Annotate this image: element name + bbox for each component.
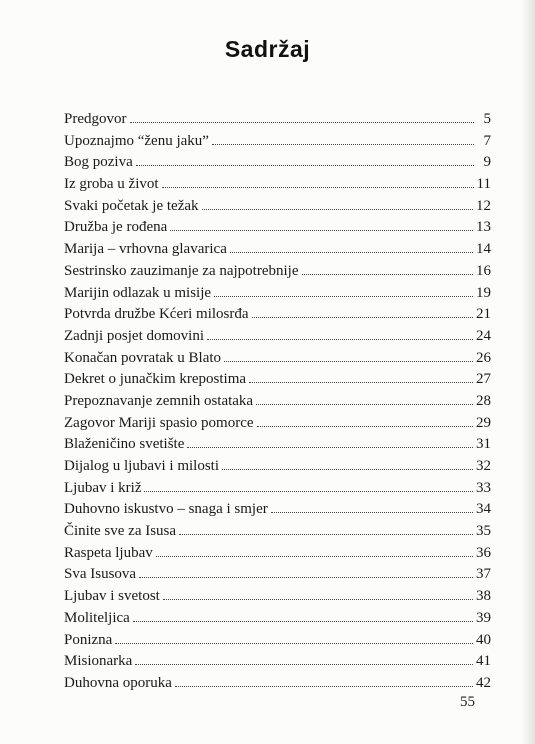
toc-dot-leader bbox=[302, 274, 474, 275]
toc-entry bbox=[64, 261, 491, 283]
toc-entry-label: Zadnji posjet domovini bbox=[64, 327, 204, 344]
toc-dot-leader bbox=[187, 447, 473, 448]
toc-dot-leader bbox=[156, 556, 473, 557]
toc-entry-page: 11 bbox=[476, 176, 491, 193]
toc-entry-label: Svaki početak je težak bbox=[64, 197, 199, 214]
table-of-contents bbox=[64, 109, 491, 695]
page-title: Sadržaj bbox=[224, 36, 311, 62]
toc-entry-page: 31 bbox=[476, 436, 491, 453]
toc-dot-leader bbox=[207, 339, 473, 340]
toc-entry bbox=[64, 109, 491, 131]
toc-entry bbox=[64, 152, 491, 174]
toc-entry-label: Iz groba u život bbox=[64, 176, 159, 193]
toc-entry bbox=[64, 521, 491, 543]
toc-entry-page: 38 bbox=[476, 588, 491, 605]
toc-entry-page: 14 bbox=[476, 241, 491, 258]
toc-entry bbox=[64, 651, 491, 673]
toc-entry-page: 34 bbox=[476, 501, 491, 518]
toc-dot-leader bbox=[144, 491, 473, 492]
toc-entry-label: Potvrda družbe Kćeri milosrđa bbox=[64, 306, 249, 323]
toc-entry-label: Ponizna bbox=[64, 631, 113, 648]
toc-dot-leader bbox=[170, 230, 473, 231]
toc-entry-label: Upoznajmo “ženu jaku” bbox=[64, 132, 209, 149]
toc-entry bbox=[64, 239, 491, 261]
toc-entry-label: Konačan povratak u Blato bbox=[64, 349, 222, 366]
toc-entry-page: 28 bbox=[476, 392, 491, 409]
toc-entry bbox=[64, 586, 491, 608]
toc-entry-label: Sestrinsko zauzimanje za najpotrebnije bbox=[64, 262, 299, 279]
toc-entry-label: Zagovor Mariji spasio pomorce bbox=[64, 414, 254, 431]
toc-entry-label: Marija – vrhovna glavarica bbox=[64, 241, 227, 258]
toc-entry-label: Duhovna oporuka bbox=[64, 674, 172, 691]
toc-entry-label: Bog poziva bbox=[64, 154, 133, 171]
toc-entry-label: Sva Isusova bbox=[64, 566, 137, 583]
toc-dot-leader bbox=[214, 296, 473, 297]
toc-entry-label: Predgovor bbox=[64, 111, 127, 127]
toc-entry-page: 40 bbox=[476, 631, 491, 648]
toc-dot-leader bbox=[135, 664, 473, 665]
toc-entry-page: 21 bbox=[476, 306, 491, 323]
toc-dot-leader bbox=[162, 187, 474, 188]
toc-dot-leader bbox=[230, 252, 473, 253]
toc-entry bbox=[64, 283, 491, 305]
toc-entry-page: 33 bbox=[476, 479, 491, 496]
toc-entry bbox=[64, 673, 491, 695]
toc-dot-leader bbox=[252, 317, 473, 318]
toc-dot-leader bbox=[271, 512, 473, 513]
toc-entry bbox=[64, 217, 491, 239]
toc-entry-page: 19 bbox=[476, 284, 491, 301]
toc-dot-leader bbox=[130, 122, 475, 123]
toc-entry-label: Ljubav i križ bbox=[64, 479, 142, 496]
page-number: 55 bbox=[460, 694, 475, 710]
toc-entry bbox=[64, 304, 491, 326]
toc-dot-leader bbox=[212, 144, 474, 145]
toc-entry bbox=[64, 608, 491, 630]
toc-entry bbox=[64, 499, 491, 521]
toc-dot-leader bbox=[256, 404, 473, 405]
toc-dot-leader bbox=[179, 534, 473, 535]
toc-entry bbox=[64, 564, 491, 586]
toc-entry-page: 24 bbox=[476, 327, 491, 344]
toc-entry bbox=[64, 413, 491, 435]
toc-dot-leader bbox=[202, 209, 473, 210]
toc-entry-page: 13 bbox=[476, 219, 491, 236]
toc-entry-page: 29 bbox=[476, 414, 491, 431]
toc-dot-leader bbox=[249, 382, 473, 383]
toc-entry-label: Družba je rođena bbox=[64, 219, 168, 236]
toc-entry-label: Misionarka bbox=[64, 653, 133, 670]
toc-entry bbox=[64, 478, 491, 500]
toc-dot-leader bbox=[224, 361, 473, 362]
toc-dot-leader bbox=[136, 165, 474, 166]
toc-entry-page: 16 bbox=[476, 262, 491, 279]
toc-entry-page: 41 bbox=[476, 653, 491, 670]
toc-dot-leader bbox=[133, 621, 473, 622]
toc-entry-label: Dekret o junačkim krepostima bbox=[64, 371, 247, 388]
toc-entry-page: 37 bbox=[476, 566, 491, 583]
toc-entry bbox=[64, 196, 491, 218]
toc-entry-label: Blaženičino svetište bbox=[64, 436, 185, 453]
toc-entry bbox=[64, 326, 491, 348]
toc-dot-leader bbox=[257, 426, 473, 427]
toc-entry-page: 39 bbox=[476, 609, 491, 626]
toc-entry bbox=[64, 391, 491, 413]
toc-entry-page: 26 bbox=[476, 349, 491, 366]
toc-entry bbox=[64, 174, 491, 196]
toc-entry bbox=[64, 131, 491, 153]
toc-entry-page: 42 bbox=[476, 674, 491, 691]
toc-entry-label: Prepoznavanje zemnih ostataka bbox=[64, 392, 254, 409]
toc-entry bbox=[64, 434, 491, 456]
toc-entry-label: Duhovno iskustvo – snaga i smjer bbox=[64, 501, 268, 518]
toc-entry-page: 5 bbox=[483, 111, 491, 127]
toc-entry-label: Dijalog u ljubavi i milosti bbox=[64, 458, 219, 474]
toc-entry-page: 35 bbox=[476, 523, 491, 540]
toc-entry-page: 7 bbox=[483, 132, 491, 149]
toc-entry-page: 27 bbox=[476, 371, 491, 388]
toc-dot-leader bbox=[115, 643, 473, 644]
toc-entry-label: Marijin odlazak u misije bbox=[64, 284, 212, 301]
toc-entry-page: 12 bbox=[476, 197, 491, 214]
toc-entry-label: Činite sve za Isusa bbox=[64, 523, 177, 540]
toc-entry bbox=[64, 630, 491, 652]
toc-entry bbox=[64, 348, 491, 370]
toc-entry-page: 32 bbox=[476, 458, 491, 474]
toc-entry bbox=[64, 369, 491, 391]
toc-dot-leader bbox=[222, 469, 473, 470]
toc-entry-label: Moliteljica bbox=[64, 609, 130, 626]
toc-entry bbox=[64, 456, 491, 478]
toc-entry-label: Raspeta ljubav bbox=[64, 544, 153, 561]
toc-entry-page: 36 bbox=[476, 544, 491, 561]
toc-dot-leader bbox=[139, 577, 473, 578]
toc-dot-leader bbox=[175, 686, 473, 687]
toc-entry-label: Ljubav i svetost bbox=[64, 588, 160, 605]
toc-entry bbox=[64, 543, 491, 565]
toc-dot-leader bbox=[163, 599, 473, 600]
toc-entry-page: 9 bbox=[483, 154, 491, 171]
